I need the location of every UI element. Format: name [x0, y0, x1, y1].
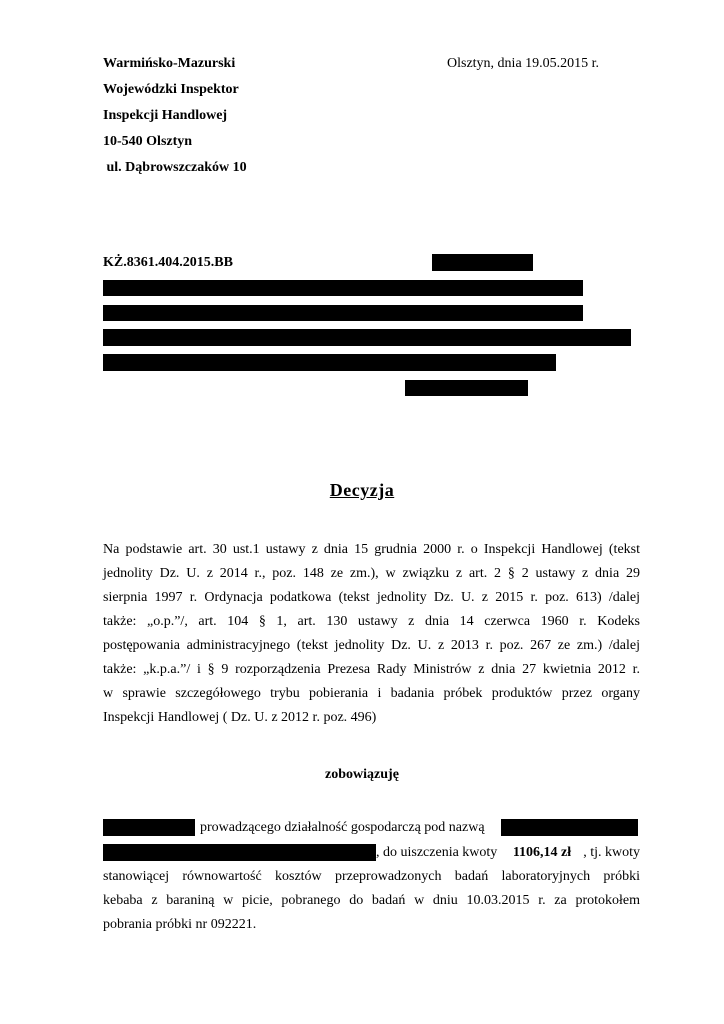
redaction-bar — [103, 844, 376, 861]
place-date: Olsztyn, dnia 19.05.2015 r. — [447, 56, 600, 71]
sender-line-3: Inspekcji Handlowej — [103, 108, 228, 123]
sender-line-4: 10-540 Olsztyn — [103, 134, 193, 149]
redaction-bar — [103, 329, 631, 346]
decision-line-2 — [376, 841, 640, 865]
redaction-bar — [103, 280, 583, 296]
redaction-bar — [103, 354, 556, 371]
decision-line: kebaba z baraniną w picie, pobranego do badań w dniu 10.03.2015 r. za protokołem — [103, 893, 640, 908]
decision-line: pobrania próbki nr 092221. — [103, 917, 257, 932]
decision-title: Decyzja — [329, 480, 395, 500]
legal-basis-paragraph — [103, 538, 640, 730]
decision-line-1: prowadzącego działalność gospodarczą pod nazwą — [200, 820, 485, 835]
sender-line-5: ul. Dąbrowszczaków 10 — [103, 160, 247, 175]
redaction-bar — [103, 819, 195, 836]
amount-value: 1106,14 zł — [512, 845, 572, 860]
case-number: KŻ.8361.404.2015.BB — [103, 255, 233, 270]
legal-basis-line: w sprawie szczegółowego trybu pobierania i badania próbek produktów przez organy — [103, 686, 640, 701]
sender-line-1: Warmińsko-Mazurski — [103, 56, 236, 71]
amount-suffix: , tj. kwoty — [583, 845, 640, 860]
decision-paragraph — [103, 865, 640, 937]
legal-basis-line: jednolity Dz. U. z 2014 r., poz. 148 ze zm.), w związku z art. 2 § 2 ustawy z dnia 29 — [103, 566, 640, 581]
amount-prefix: , do uiszczenia kwoty — [376, 845, 501, 860]
decision-line: stanowiącej równowartość kosztów przeprowadzonych badań laboratoryjnych próbki — [103, 869, 640, 884]
legal-basis-line: sierpnia 1997 r. Ordynacja podatkowa (tekst jednolity Dz. U. z 2015 r. poz. 613) /dalej — [103, 590, 640, 605]
redaction-bar — [405, 380, 528, 396]
legal-basis-line: Inspekcji Handlowej ( Dz. U. z 2012 r. poz. 496) — [103, 710, 377, 725]
sender-block — [103, 51, 247, 181]
redaction-bar — [432, 254, 533, 271]
legal-basis-line: także: „o.p.”/, art. 104 § 1, art. 130 ustawy z dnia 14 czerwca 1960 r. Kodeks — [103, 614, 640, 629]
redaction-bar — [501, 819, 638, 836]
legal-basis-line: postępowania administracyjnego (tekst jednolity Dz. U. z 2013 r. poz. 267 ze zm.) /dalej — [103, 638, 640, 653]
legal-basis-line: także: „k.p.a.”/ i § 9 rozporządzenia Prezesa Rady Ministrów z dnia 27 kwietnia 2012 r. — [103, 662, 640, 677]
redaction-bar — [103, 305, 583, 321]
legal-basis-line: Na podstawie art. 30 ust.1 ustawy z dnia 15 grudnia 2000 r. o Inspekcji Handlowej (tekst — [103, 542, 640, 557]
obligation-heading: zobowiązuję — [325, 767, 399, 782]
sender-line-2: Wojewódzki Inspektor — [103, 82, 239, 97]
